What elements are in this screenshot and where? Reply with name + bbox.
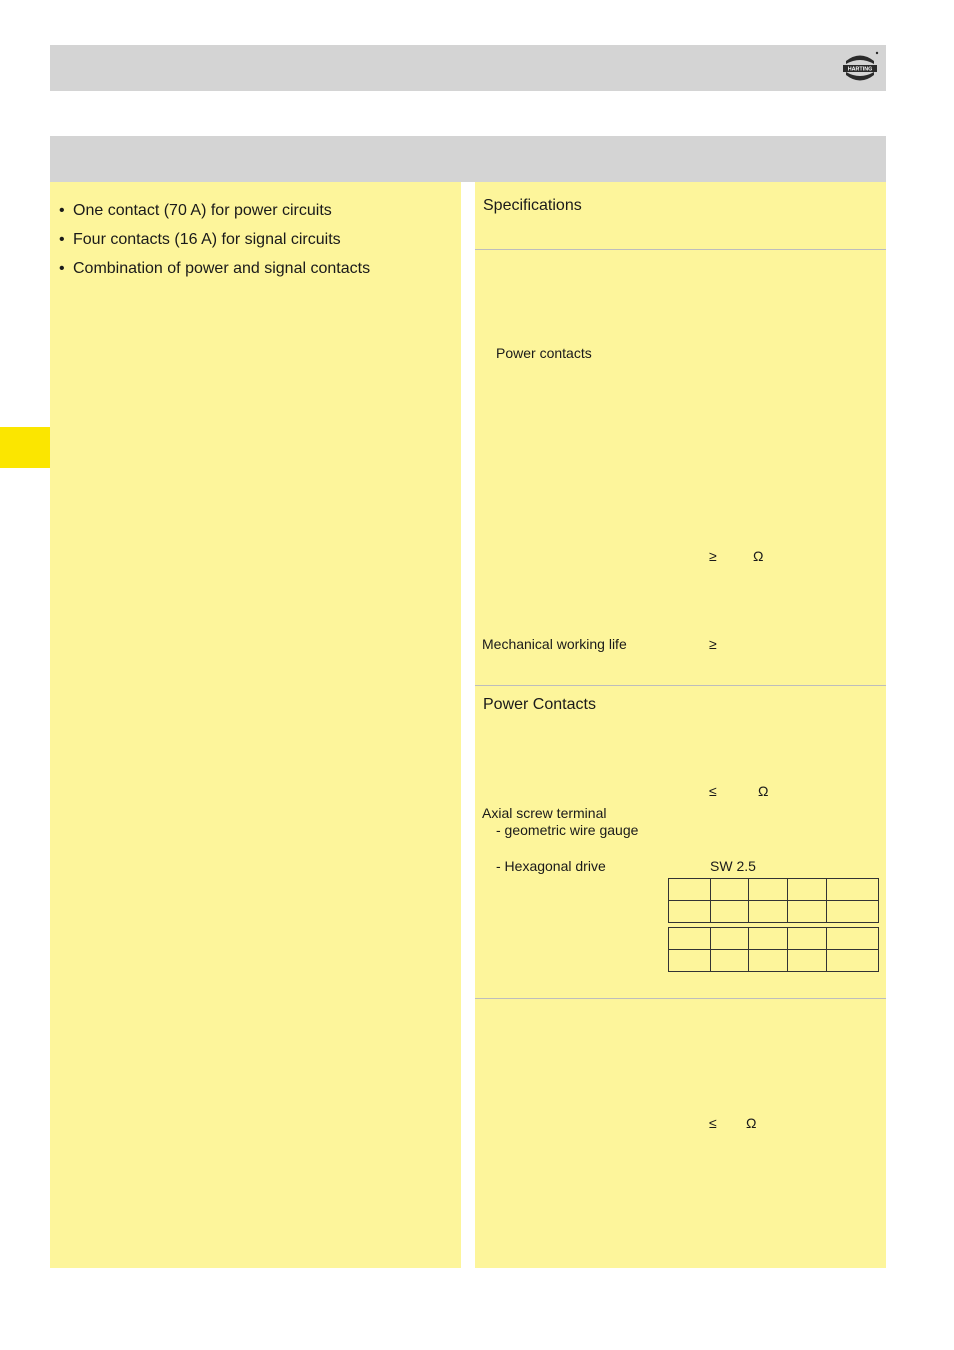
power-resistance-le-symbol: ≤ [709, 783, 717, 799]
harting-logo-icon [840, 48, 880, 88]
list-item: • One contact (70 A) for power circuits [59, 196, 370, 225]
table-row [669, 901, 879, 923]
feature-list [59, 196, 370, 283]
specifications-heading: Specifications [483, 197, 582, 214]
table-row [669, 950, 879, 972]
feature-text: Four contacts (16 A) for signal circuits [73, 231, 341, 248]
hexagonal-drive-value: SW 2.5 [710, 858, 756, 874]
axial-screw-terminal-label: Axial screw terminal [482, 805, 607, 821]
power-resistance-ohm-symbol: Ω [758, 783, 769, 799]
divider [475, 685, 886, 686]
mechanical-life-ge-symbol: ≥ [709, 636, 717, 652]
specifications-panel [475, 182, 886, 1268]
wire-gauge-table-bottom [668, 927, 879, 972]
insulation-ohm-symbol: Ω [753, 548, 764, 564]
divider [475, 998, 886, 999]
wire-gauge-label: - geometric wire gauge [496, 822, 639, 838]
mechanical-life-label: Mechanical working life [482, 636, 627, 652]
list-item: • Combination of power and signal contacts [59, 254, 370, 283]
header-bar [50, 45, 886, 91]
feature-text: One contact (70 A) for power circuits [73, 202, 332, 219]
signal-resistance-le-symbol: ≤ [709, 1115, 717, 1131]
divider [475, 249, 886, 250]
list-item: • Four contacts (16 A) for signal circuits [59, 225, 370, 254]
signal-resistance-ohm-symbol: Ω [746, 1115, 757, 1131]
power-contacts-label: Power contacts [496, 345, 592, 361]
power-contacts-heading: Power Contacts [483, 696, 596, 713]
table-row [669, 928, 879, 950]
insulation-ge-symbol: ≥ [709, 548, 717, 564]
section-tab-marker [0, 427, 50, 468]
features-panel [50, 182, 461, 1268]
hexagonal-drive-label: - Hexagonal drive [496, 858, 606, 874]
feature-text: Combination of power and signal contacts [73, 260, 371, 277]
logo-text: HARTING [847, 66, 873, 73]
table-row [669, 879, 879, 901]
title-bar [50, 136, 886, 182]
wire-gauge-table-top [668, 878, 879, 923]
